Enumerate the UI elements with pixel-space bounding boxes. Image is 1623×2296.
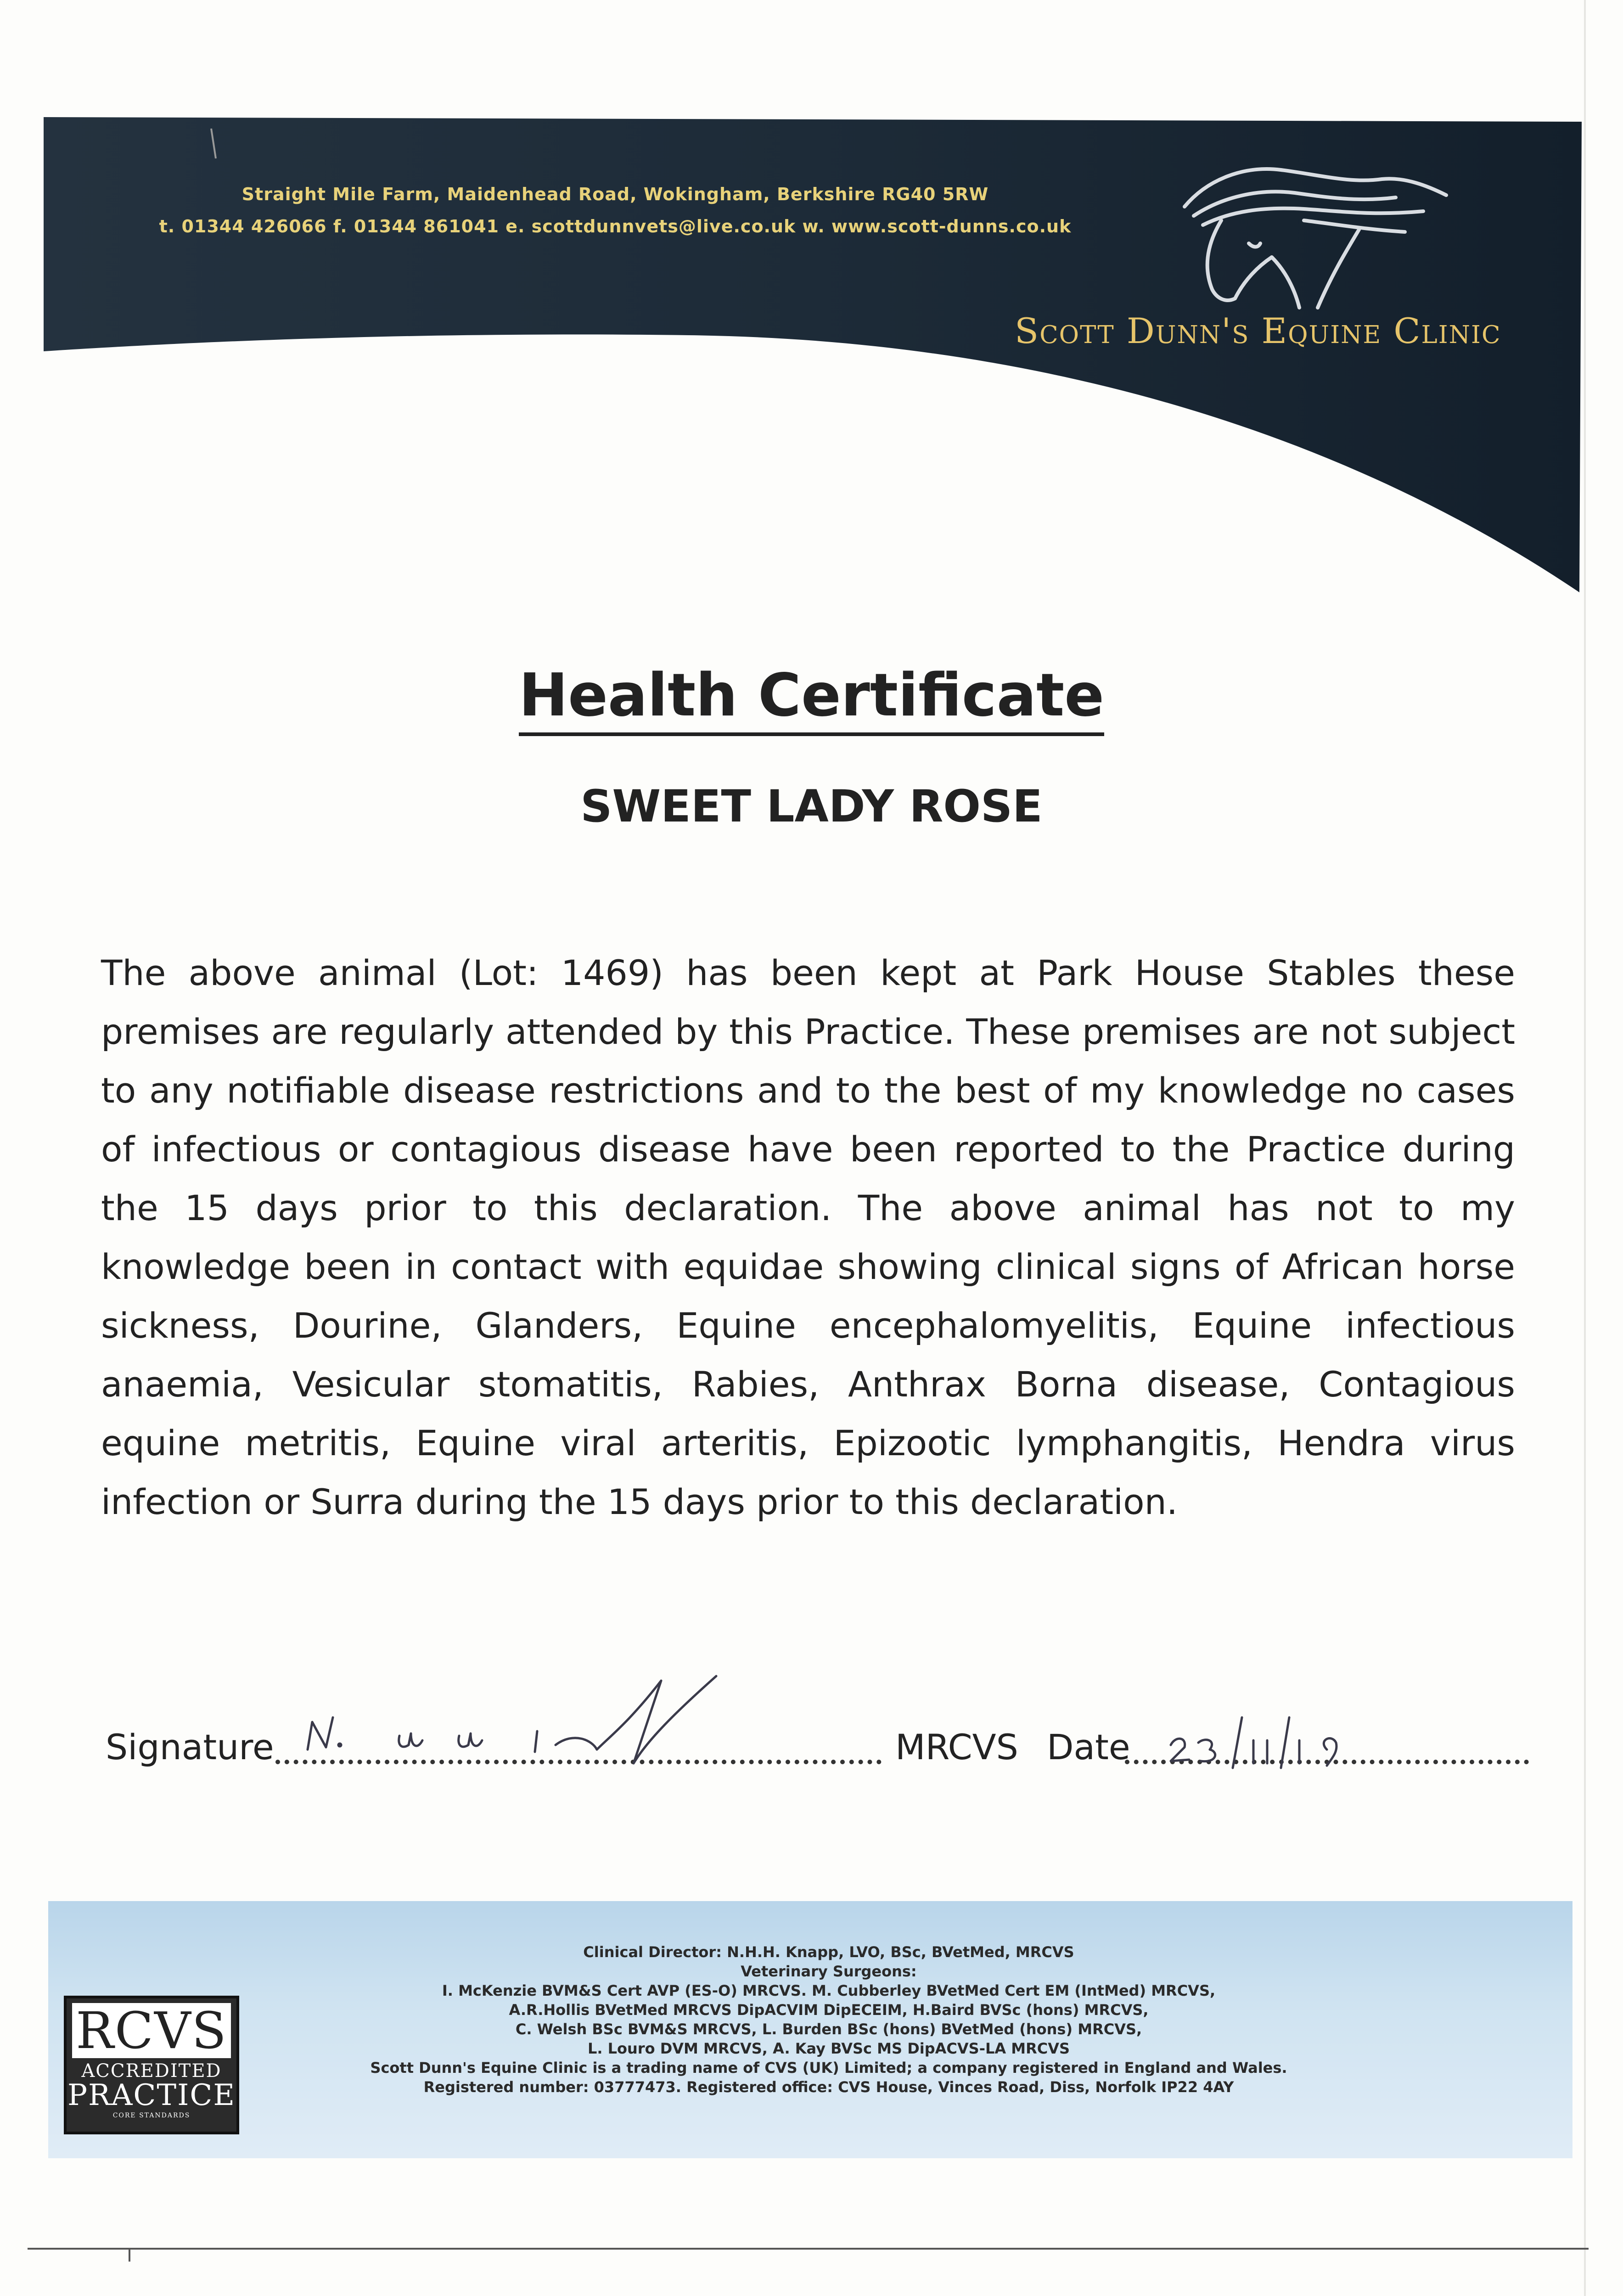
contact-line: t. 01344 426066 f. 01344 861041 e. scottdunnvets@live.co.uk w. www.scott-dunns.co.uk (159, 216, 1072, 236)
declaration-paragraph: The above animal (Lot: 1469) has been kept at Park House Stables these premises are regularly attended by this Practice. These premises are not subject to any notifiable disease restrictions and to the best of my knowledge no cases of infectious or contagious disease have been reported to the Practice during the 15 days prior to this declaration. The above animal has not to my knowledge been in contact with equidae showing clinical signs of African horse sickness, Dourine, Glanders, Equine encephalomyelitis, Equine infectious anaemia, Vesicular stomatitis, Rabies, Anthrax Borna disease, Contagious equine metritis, Equine viral arteritis, Epizootic lymphangitis, Hendra virus infection or Surra during the 15 days prior to this declaration. (101, 952, 1515, 1522)
staff-list (232, 1942, 1426, 2097)
address-line: Straight Mile Farm, Maidenhead Road, Wokingham, Berkshire RG40 5RW (241, 184, 989, 204)
mrcvs-label: MRCVS (895, 1727, 1018, 1767)
handwritten-date (1143, 1708, 1428, 1782)
handwritten-signature (280, 1671, 831, 1782)
bottom-divider (28, 2248, 1589, 2250)
rcvs-badge-practice: PRACTICE (67, 2078, 236, 2112)
clinical-director-line: Clinical Director: N.H.H. Knapp, LVO, BSc, BVetMed, MRCVS (583, 1943, 1074, 1961)
clinic-name: Scott Dunn's Equine Clinic (1015, 310, 1501, 351)
footer-panel (48, 1901, 1572, 2158)
signature-label: Signature (106, 1727, 274, 1767)
bottom-divider-tick (129, 2248, 130, 2262)
page-title (0, 661, 1623, 730)
horse-head-icon (1166, 152, 1460, 317)
rcvs-badge-accredited: ACCREDITED (81, 2060, 222, 2082)
rcvs-accredited-badge (64, 1996, 239, 2134)
staff-line: L. Louro DVM MRCVS, A. Kay BVSc MS DipACVS-LA MRCVS (587, 2040, 1070, 2057)
rcvs-badge-standard: CORE STANDARDS (112, 2112, 191, 2119)
trading-name-line: Scott Dunn's Equine Clinic is a trading name of CVS (UK) Limited; a company registered in England and Wales. (370, 2059, 1287, 2077)
page-title-text: Health Certificate (519, 661, 1104, 736)
staff-line: C. Welsh BSc BVM&S MRCVS, L. Burden BSc (hons) BVetMed (hons) MRCVS, (515, 2020, 1142, 2038)
rcvs-badge-title: RCVS (72, 2003, 231, 2058)
registered-office-line: Registered number: 03777473. Registered office: CVS House, Vinces Road, Diss, Norfolk IP22 4AY (423, 2078, 1234, 2096)
header-contact-block (87, 178, 1143, 242)
staff-line: A.R.Hollis BVetMed MRCVS DipACVIM DipECEIM, H.Baird BVSc (hons) MRCVS, (509, 2001, 1149, 2019)
animal-name: SWEET LADY ROSE (580, 781, 1043, 832)
vet-surgeons-heading: Veterinary Surgeons: (741, 1963, 917, 1980)
staff-line: I. McKenzie BVM&S Cert AVP (ES-O) MRCVS. M. Cubberley BVetMed Cert EM (IntMed) MRCVS, (442, 1982, 1216, 1999)
signature-row (106, 1717, 1529, 1791)
date-label: Date (1047, 1727, 1130, 1767)
